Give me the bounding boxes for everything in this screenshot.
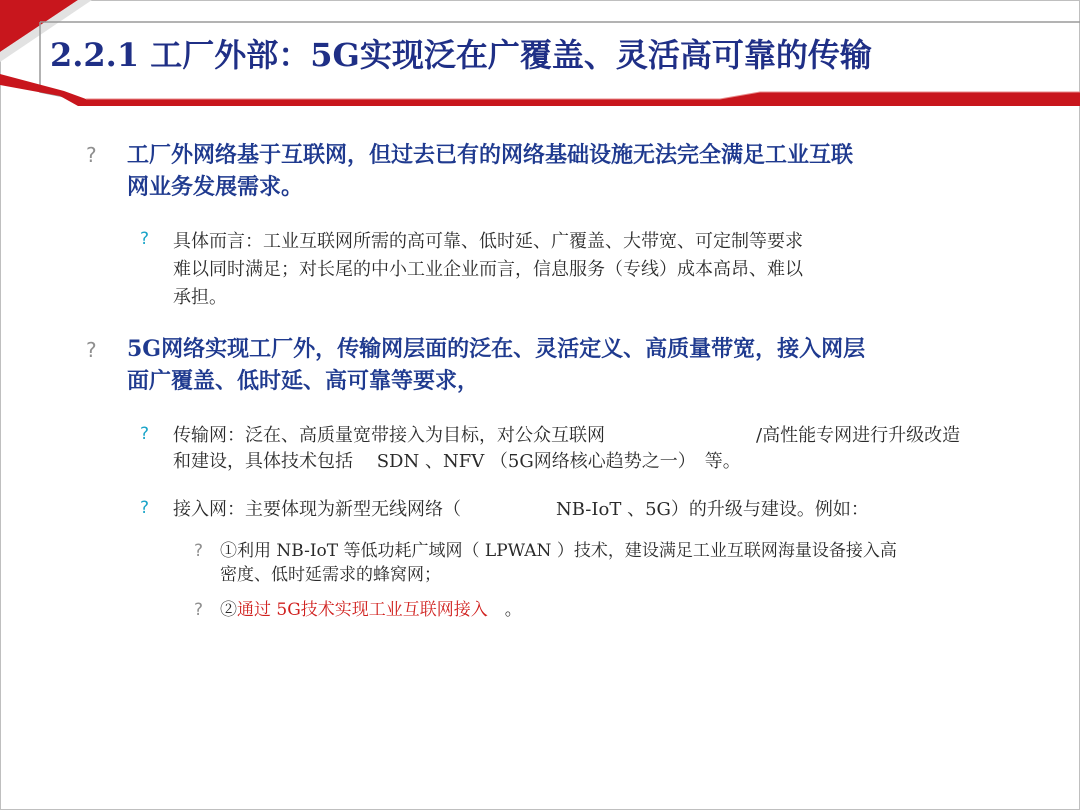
section1-detail-line3: 承担。 [173,287,227,308]
section2-heading-line1: 5G网络实现工厂外，传输网层面的泛在、灵活定义、高质量带宽，接入网层 [127,336,866,362]
access-line1b: NB-IoT 、5G）的升级与建设。例如： [556,499,869,520]
access-item2 [220,598,522,622]
bullet-icon: ? [86,143,97,167]
access-item2-highlight: 通过 5G技术实现工业互联网接入 [237,600,488,620]
slide-title: 2.2.1 工厂外部：5G实现泛在广覆盖、灵活高可靠的传输 [50,36,872,74]
access-item1-line1: ①利用 NB-IoT 等低功耗广域网（ LPWAN ）技术，建设满足工业互联网海量设备接入高 [220,541,897,561]
bullet-icon: ? [140,498,150,518]
transport-line1b: /高性能专网进行升级改造 [756,425,961,446]
access-item1-line2: 密度、低时延需求的蜂窝网； [220,565,441,585]
section1-detail-line1: 具体而言：工业互联网所需的高可靠、低时延、广覆盖、大带宽、可定制等要求 [173,231,803,252]
section2-heading-line2: 面广覆盖、低时延、高可靠等要求， [127,368,480,394]
section1-detail-line2: 难以同时满足；对长尾的中小工业企业而言，信息服务（专线）成本高昂、难以 [173,259,803,280]
bullet-icon: ? [140,229,150,249]
bullet-icon: ? [194,600,204,620]
access-item2-prefix: ② [220,600,237,620]
access-line1a: 接入网：主要体现为新型无线网络（ [173,499,461,520]
transport-line1a: 传输网：泛在、高质量宽带接入为目标，对公众互联网 [173,425,605,446]
bullet-icon: ? [140,424,150,444]
transport-line2: 和建设，具体技术包括 SDN 、NFV （5G网络核心趋势之一） 等。 [173,451,741,472]
section1-heading-line1: 工厂外网络基于互联网，但过去已有的网络基础设施无法完全满足工业互联 [127,142,854,168]
bullet-icon: ? [194,541,204,561]
access-item2-suffix: 。 [487,600,522,620]
section1-heading-line2: 网业务发展需求。 [127,174,304,200]
bullet-icon: ? [86,338,97,362]
